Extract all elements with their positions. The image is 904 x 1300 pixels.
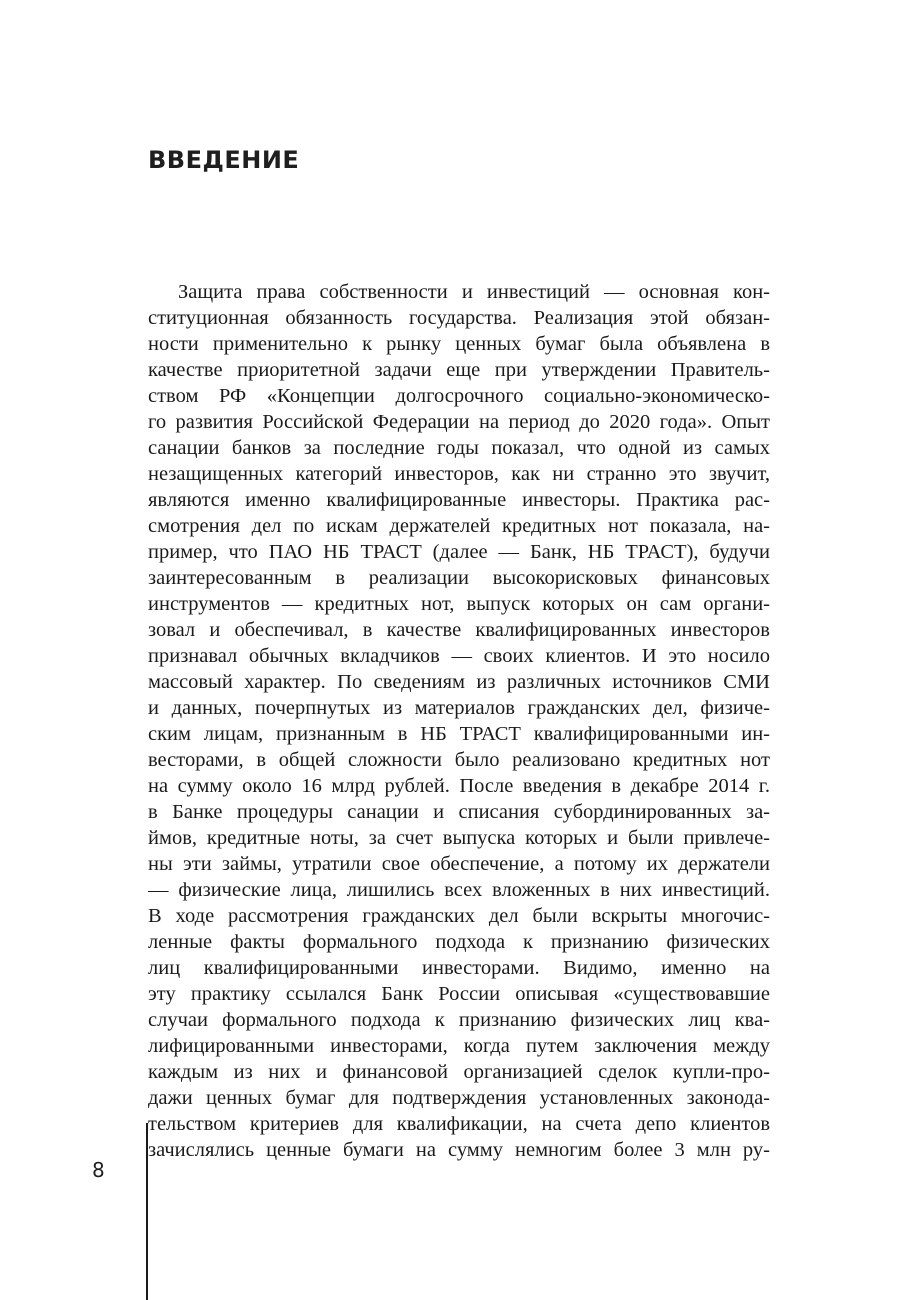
text-line: инструментов — кредитных нот, выпуск которых он сам органи- xyxy=(148,593,770,615)
body-paragraph xyxy=(148,279,770,1163)
text-line: весторами, в общей сложности было реализовано кредитных нот xyxy=(148,749,770,771)
text-line: массовый характер. По сведениям из различных источников СМИ xyxy=(148,671,770,693)
text-line: го развития Российской Федерации на период до 2020 года». Опыт xyxy=(148,411,770,433)
text-line: зачислялись ценные бумаги на сумму немногим более 3 млн ру- xyxy=(148,1139,770,1161)
text-line: санации банков за последние годы показал, что одной из самых xyxy=(148,437,770,459)
text-line: ленные факты формального подхода к признанию физических xyxy=(148,931,770,953)
text-line: каждым из них и финансовой организацией сделок купли-про- xyxy=(148,1061,770,1083)
text-line: лиц квалифицированными инвесторами. Видимо, именно на xyxy=(148,957,770,979)
text-line: дажи ценных бумаг для подтверждения установленных законода- xyxy=(148,1087,770,1109)
text-line: смотрения дел по искам держателей кредитных нот показала, на- xyxy=(148,515,770,537)
chapter-heading: ВВЕДЕНИЕ xyxy=(148,146,300,174)
text-line: ским лицам, признанным в НБ ТРАСТ квалифицированными ин- xyxy=(148,723,770,745)
text-line: В ходе рассмотрения гражданских дел были вскрыты многочис- xyxy=(148,905,770,927)
text-line: ймов, кредитные ноты, за счет выпуска которых и были привлече- xyxy=(148,827,770,849)
text-line: и данных, почерпнутых из материалов гражданских дел, физиче- xyxy=(148,697,770,719)
text-line: незащищенных категорий инвесторов, как ни странно это звучит, xyxy=(148,463,770,485)
text-line: заинтересованным в реализации высокорисковых финансовых xyxy=(148,567,770,589)
text-line: зовал и обеспечивал, в качестве квалифицированных инвесторов xyxy=(148,619,770,641)
text-line: лифицированными инвесторами, когда путем заключения между xyxy=(148,1035,770,1057)
text-line: признавал обычных вкладчиков — своих клиентов. И это носило xyxy=(148,645,770,667)
text-line: эту практику ссылался Банк России описывая «существовавшие xyxy=(148,983,770,1005)
text-line: в Банке процедуры санации и списания субординированных за- xyxy=(148,801,770,823)
text-line: тельством критериев для квалификации, на счета депо клиентов xyxy=(148,1113,770,1135)
text-line: ституционная обязанность государства. Реализация этой обязан- xyxy=(148,307,770,329)
text-line: пример, что ПАО НБ ТРАСТ (далее — Банк, НБ ТРАСТ), будучи xyxy=(148,541,770,563)
text-line: на сумму около 16 млрд рублей. После введения в декабре 2014 г. xyxy=(148,775,770,797)
text-line: случаи формального подхода к признанию физических лиц ква- xyxy=(148,1009,770,1031)
text-line: Защита права собственности и инвестиций — основная кон- xyxy=(178,281,770,303)
text-line: являются именно квалифицированные инвесторы. Практика рас- xyxy=(148,489,770,511)
text-line: ны эти займы, утратили свое обеспечение, а потому их держатели xyxy=(148,853,770,875)
text-line: — физические лица, лишились всех вложенных в них инвестиций. xyxy=(148,879,770,901)
text-line: ности применительно к рынку ценных бумаг была объявлена в xyxy=(148,333,770,355)
footer-vertical-rule xyxy=(146,1123,148,1300)
page-number: 8 xyxy=(92,1158,105,1182)
text-line: качестве приоритетной задачи еще при утверждении Правитель- xyxy=(148,359,770,381)
text-line: ством РФ «Концепции долгосрочного социально-экономическо- xyxy=(148,385,770,407)
